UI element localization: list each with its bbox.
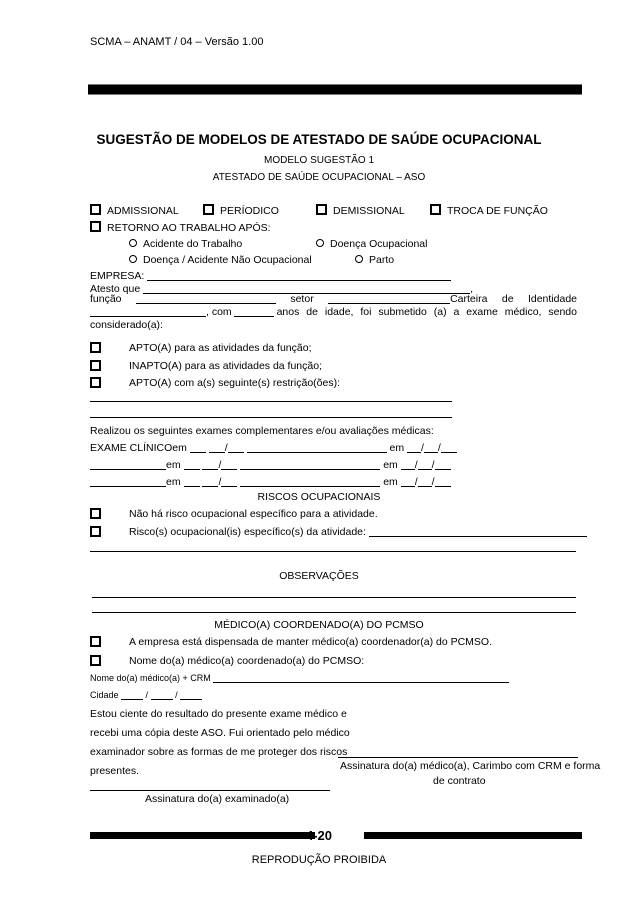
checkbox-icon bbox=[316, 204, 327, 215]
idade-field[interactable] bbox=[234, 306, 274, 317]
exam-date-year[interactable] bbox=[221, 459, 237, 470]
exam-date-month-2[interactable] bbox=[424, 442, 438, 453]
exam-date-month[interactable] bbox=[209, 442, 225, 453]
nome-medico-label: Nome do(a) médico(a) coordenado(a) do PCMSO: bbox=[129, 655, 365, 667]
checkbox-risco-especifico[interactable] bbox=[90, 526, 107, 539]
exam-row-clinico: EXAME CLÍNICOem / em / / bbox=[90, 442, 457, 454]
atesto-row: Atesto que , bbox=[90, 283, 474, 295]
radio-icon bbox=[129, 239, 137, 247]
exam-date-day[interactable] bbox=[184, 459, 200, 470]
exam-name-field[interactable] bbox=[90, 459, 166, 470]
checkbox-inapto[interactable] bbox=[90, 360, 107, 373]
exam-result-field[interactable] bbox=[240, 459, 380, 470]
empresa-field[interactable] bbox=[147, 270, 451, 281]
observacoes-line-1[interactable] bbox=[92, 597, 576, 598]
checkbox-icon bbox=[90, 221, 101, 232]
checkbox-icon bbox=[90, 204, 101, 215]
checkbox-icon bbox=[203, 204, 214, 215]
checkbox-apto-restricao[interactable] bbox=[90, 377, 107, 390]
funcao-field[interactable] bbox=[136, 293, 276, 304]
checkbox-icon bbox=[90, 526, 101, 537]
checkbox-nome-medico[interactable] bbox=[90, 655, 107, 668]
apto-restricao-label: APTO(A) com a(s) seguinte(s) restrição(ões): bbox=[129, 377, 341, 389]
radio-parto[interactable]: Parto bbox=[355, 254, 394, 266]
exam-row-2: em / em / / bbox=[90, 459, 451, 471]
exam-row-3: em / em / / bbox=[90, 476, 451, 488]
assinatura-medico-label: Assinatura do(a) médico(a), Carimbo com CRM e forma bbox=[340, 760, 601, 772]
exam-date-month[interactable] bbox=[202, 459, 218, 470]
checkbox-icon bbox=[90, 508, 101, 519]
checkbox-troca-funcao[interactable]: TROCA DE FUNÇÃO bbox=[430, 204, 548, 217]
page-title: SUGESTÃO DE MODELOS DE ATESTADO DE SAÚDE OCUPACIONAL bbox=[96, 132, 542, 147]
exam-date-year-2[interactable] bbox=[435, 476, 451, 487]
dispensada-label: A empresa está dispensada de manter médico(a) coordenador(a) do PCMSO. bbox=[129, 636, 493, 648]
checkbox-dispensada[interactable] bbox=[90, 636, 107, 649]
checkbox-apto[interactable] bbox=[90, 342, 107, 355]
radio-doenca-nao-ocupacional[interactable]: Doença / Acidente Não Ocupacional bbox=[129, 254, 312, 266]
nome-crm-field[interactable] bbox=[213, 674, 509, 683]
setor-field[interactable] bbox=[328, 293, 450, 304]
exam-result-field[interactable] bbox=[240, 476, 380, 487]
assinatura-examinado-label: Assinatura do(a) examinado(a) bbox=[145, 793, 290, 805]
sem-risco-label: Não há risco ocupacional específico para a atividade. bbox=[129, 508, 378, 520]
assinatura-medico-label-2: de contrato bbox=[433, 775, 486, 787]
assinatura-examinado-line[interactable] bbox=[90, 790, 330, 791]
exam-date-year-2[interactable] bbox=[441, 442, 457, 453]
radio-icon bbox=[355, 255, 363, 263]
exam-date-day[interactable] bbox=[190, 442, 206, 453]
restricao-line-2[interactable] bbox=[90, 417, 452, 418]
risco-especifico-row: Risco(s) ocupacional(is) específico(s) da atividade: bbox=[129, 526, 587, 538]
checkbox-admissional[interactable]: ADMISSIONAL bbox=[90, 204, 179, 217]
observacoes-title: OBSERVAÇÕES bbox=[279, 570, 359, 582]
ciente-statement: Estou ciente do resultado do presente exame médico e recebi uma cópia deste ASO. Fui orientado pelo médico examinador sobre as formas de me proteger dos riscos presentes. bbox=[90, 708, 350, 777]
exam-result-field[interactable] bbox=[247, 442, 387, 453]
footer-text: REPRODUÇÃO PROIBIDA bbox=[251, 854, 387, 866]
document-code: SCMA – ANAMT / 04 – Versão 1.00 bbox=[90, 36, 264, 48]
cidade-field[interactable] bbox=[121, 691, 143, 700]
checkbox-retorno[interactable]: RETORNO AO TRABALHO APÓS: bbox=[90, 221, 271, 234]
restricao-line-1[interactable] bbox=[90, 401, 452, 402]
radio-icon bbox=[316, 239, 324, 247]
empresa-row: EMPRESA: bbox=[90, 270, 451, 282]
checkbox-icon bbox=[90, 342, 101, 353]
exam-date-day-2[interactable] bbox=[407, 442, 421, 453]
radio-acidente-trabalho[interactable]: Acidente do Trabalho bbox=[129, 238, 242, 250]
day-field[interactable] bbox=[151, 691, 173, 700]
observacoes-line-2[interactable] bbox=[92, 612, 576, 613]
checkbox-sem-risco[interactable] bbox=[90, 508, 107, 521]
checkbox-icon bbox=[90, 360, 101, 371]
aso-subtitle: ATESTADO DE SAÚDE OCUPACIONAL – ASO bbox=[212, 172, 426, 183]
exam-date-day-2[interactable] bbox=[401, 476, 415, 487]
checkbox-icon bbox=[430, 204, 441, 215]
exam-date-month-2[interactable] bbox=[418, 459, 432, 470]
exam-date-day[interactable] bbox=[184, 476, 200, 487]
radio-doenca-ocupacional[interactable]: Doença Ocupacional bbox=[316, 238, 427, 250]
identidade-field[interactable] bbox=[90, 306, 206, 317]
cidade-row: Cidade / / bbox=[90, 690, 202, 700]
funcao-row: função setor Carteira de Identidade bbox=[90, 293, 577, 305]
riscos-title: RISCOS OCUPACIONAIS bbox=[257, 491, 381, 503]
checkbox-demissional[interactable]: DEMISSIONAL bbox=[316, 204, 405, 217]
exam-date-year[interactable] bbox=[228, 442, 244, 453]
model-subtitle: MODELO SUGESTÃO 1 bbox=[263, 155, 375, 166]
radio-icon bbox=[129, 255, 137, 263]
apto-label: APTO(A) para as atividades da função; bbox=[129, 342, 312, 354]
month-field[interactable] bbox=[180, 691, 202, 700]
assinatura-medico-line[interactable] bbox=[338, 757, 578, 758]
considerado-label: considerado(a): bbox=[90, 319, 163, 331]
header-divider-bar bbox=[88, 84, 582, 95]
exam-date-day-2[interactable] bbox=[401, 459, 415, 470]
exam-date-year[interactable] bbox=[221, 476, 237, 487]
page-number: 4-20 bbox=[305, 828, 333, 843]
exam-date-year-2[interactable] bbox=[435, 459, 451, 470]
checkbox-icon bbox=[90, 636, 101, 647]
idade-row: , com anos de idade, foi submetido (a) a exame médico, sendo bbox=[90, 306, 577, 318]
exam-date-month-2[interactable] bbox=[418, 476, 432, 487]
exams-intro: Realizou os seguintes exames complementares e/ou avaliações médicas: bbox=[90, 425, 434, 437]
exam-date-month[interactable] bbox=[202, 476, 218, 487]
checkbox-icon bbox=[90, 655, 101, 666]
risco-line-2[interactable] bbox=[90, 551, 576, 552]
checkbox-icon bbox=[90, 377, 101, 388]
risco-especifico-field[interactable] bbox=[369, 526, 587, 537]
checkbox-periodico[interactable]: PERÍODICO bbox=[203, 204, 279, 217]
nome-crm-row: Nome do(a) médico(a) + CRM bbox=[90, 673, 509, 683]
coordenador-title: MÉDICO(A) COORDENADO(A) DO PCMSO bbox=[214, 619, 424, 631]
inapto-label: INAPTO(A) para as atividades da função; bbox=[129, 360, 322, 372]
exam-name-field[interactable] bbox=[90, 476, 166, 487]
